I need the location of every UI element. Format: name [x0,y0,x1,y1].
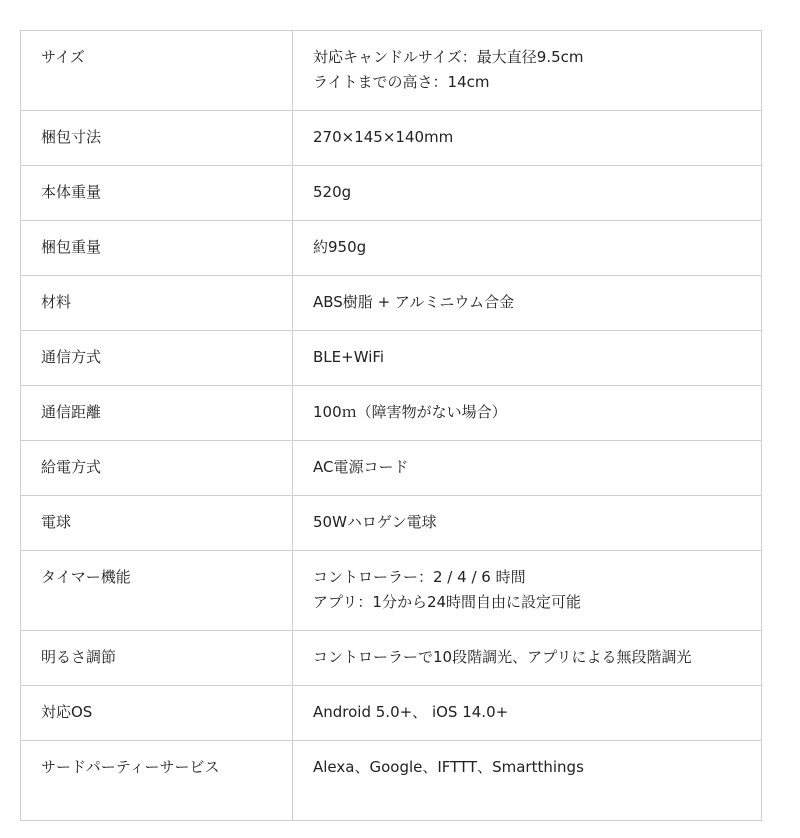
spec-label: 明るさ調節 [21,631,293,686]
spec-value-line: 100ｍ（障害物がない場合） [313,403,507,421]
spec-value [293,31,762,111]
spec-label: 梱包重量 [21,221,293,276]
spec-value [293,276,762,331]
table-row [21,31,762,111]
spec-value-line: 520g [313,183,352,201]
spec-label: 本体重量 [21,166,293,221]
spec-label: 梱包寸法 [21,111,293,166]
spec-value-line: 約950g [313,238,367,256]
table-row [21,741,762,821]
spec-value-line: 50Wハロゲン電球 [313,513,437,531]
table-row [21,686,762,741]
table-row [21,631,762,686]
table-row [21,496,762,551]
table-row [21,276,762,331]
spec-value [293,631,762,686]
table-row [21,386,762,441]
table-row [21,441,762,496]
spec-value-line: Alexa、Google、IFTTT、Smartthings [313,758,584,776]
spec-value-line: 270×145×140mm [313,128,454,146]
table-row [21,221,762,276]
table-row [21,111,762,166]
spec-value [293,686,762,741]
spec-value-line: ライトまでの高さ：14cm [313,73,490,91]
spec-value [293,741,762,821]
spec-label: サイズ [21,31,293,111]
spec-value [293,331,762,386]
spec-label: 対応OS [21,686,293,741]
table-row [21,166,762,221]
spec-value-line: アプリ：1分から24時間自由に設定可能 [313,593,582,611]
spec-label: タイマー機能 [21,551,293,631]
spec-label: 電球 [21,496,293,551]
spec-value-line: ABS樹脂 + アルミニウム合金 [313,293,515,311]
table-row [21,331,762,386]
spec-value [293,166,762,221]
table-row [21,551,762,631]
spec-value [293,111,762,166]
spec-value-line: BLE+WiFi [313,348,385,366]
spec-value-line: AC電源コード [313,458,409,476]
spec-label: サードパーティーサービス [21,741,293,821]
spec-label: 通信方式 [21,331,293,386]
spec-table [20,30,762,821]
spec-value-line: 対応キャンドルサイズ：最大直径9.5cm [313,48,584,66]
spec-label: 材料 [21,276,293,331]
spec-value [293,221,762,276]
spec-value-line: コントローラー：2 / 4 / 6 時間 [313,568,526,586]
spec-value [293,551,762,631]
spec-value [293,386,762,441]
spec-label: 通信距離 [21,386,293,441]
spec-value-line: Android 5.0+、 iOS 14.0+ [313,703,509,721]
spec-value-line: コントローラーで10段階調光、アプリによる無段階調光 [313,648,692,666]
spec-value [293,496,762,551]
spec-label: 給電方式 [21,441,293,496]
spec-value [293,441,762,496]
